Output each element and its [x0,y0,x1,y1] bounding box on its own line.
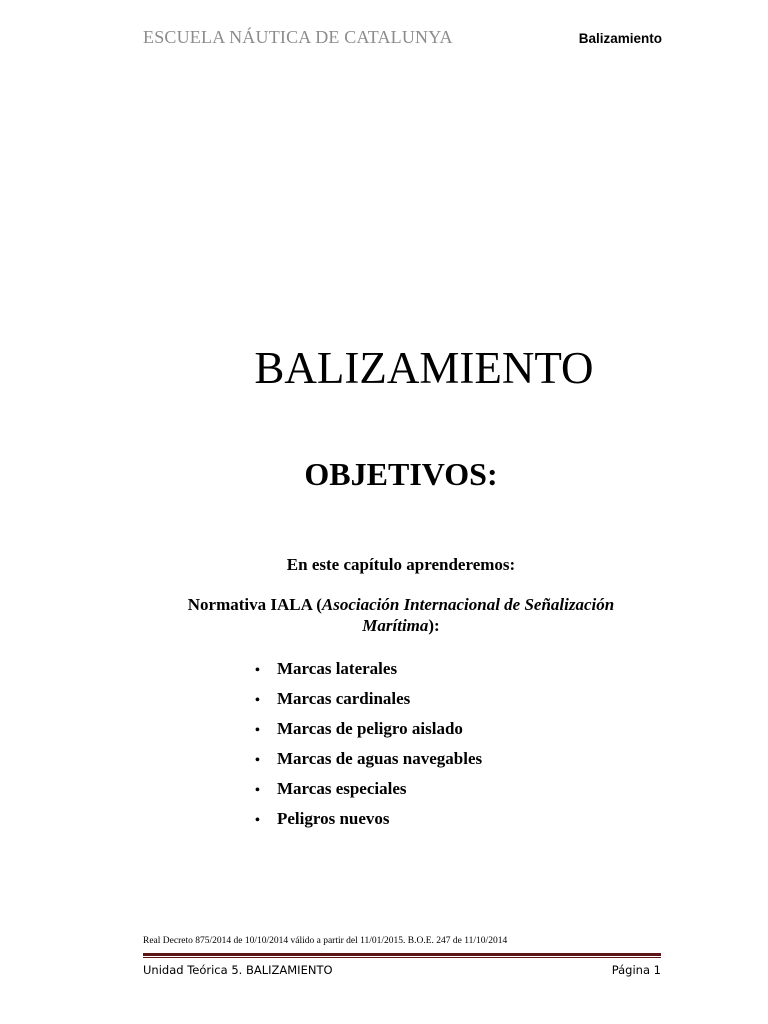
list-item-label: Marcas cardinales [277,689,411,708]
footer-page-number: Página 1 [611,963,661,977]
intro-text: En este capítulo aprenderemos: [286,555,516,574]
normativa-paragraph [170,594,632,636]
bullet-icon: • [255,753,260,768]
list-item [255,716,482,746]
objectives-heading: OBJETIVOS: [304,456,498,492]
list-item-label: Peligros nuevos [277,809,390,828]
normativa-suffix: ): [428,616,440,635]
bullet-icon: • [255,813,260,828]
list-item [255,656,482,686]
document-title: BALIZAMIENTO [254,343,594,393]
objectives-list [255,656,482,836]
footer-divider-thin [143,957,661,958]
footer-divider [143,953,661,956]
bullet-icon: • [255,783,260,798]
footer-unit-title: Unidad Teórica 5. BALIZAMIENTO [143,963,333,977]
list-item-label: Marcas de peligro aislado [277,719,463,738]
list-item-label: Marcas laterales [277,659,398,678]
list-item [255,806,482,836]
list-item-label: Marcas especiales [277,779,407,798]
list-item [255,746,482,776]
bullet-icon: • [255,693,260,708]
header-school-name: ESCUELA NÁUTICA DE CATALUNYA [143,27,453,47]
footnote: Real Decreto 875/2014 de 10/10/2014 válido a partir del 11/01/2015. B.O.E. 247 de 11/10/2014 [143,936,508,946]
header-section-title: Balizamiento [578,31,662,46]
normativa-italic: Asociación Internacional de Señalización Marítima [321,595,615,635]
list-item [255,776,482,806]
normativa-prefix: Normativa IALA ( [187,595,322,614]
bullet-icon: • [255,663,260,678]
list-item [255,686,482,716]
bullet-icon: • [255,723,260,738]
list-item-label: Marcas de aguas navegables [277,749,483,768]
